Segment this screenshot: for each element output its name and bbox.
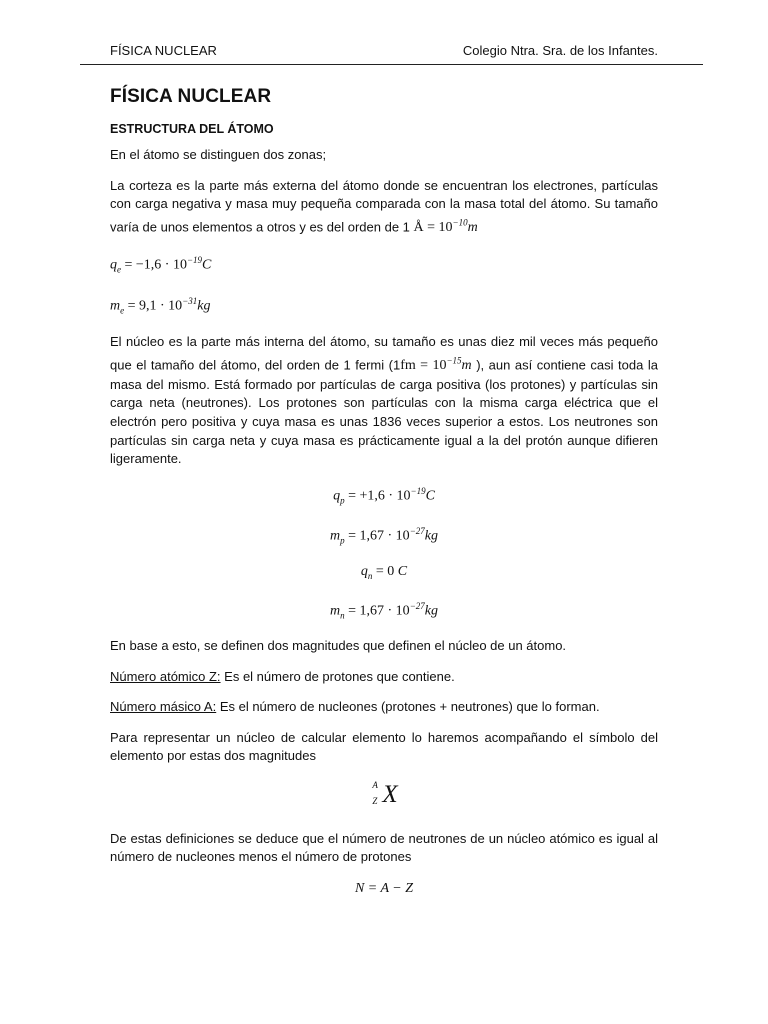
document-body (110, 86, 658, 910)
running-header (110, 43, 658, 58)
header-right: Colegio Ntra. Sra. de los Infantes. (462, 43, 658, 58)
mass-number-definition: Número másico A: Es el número de nucleones (protones + neutrones) que lo forman. (110, 699, 600, 715)
mass-number-term: Número másico A: (110, 699, 217, 715)
neutron-charge-equation: $q_n = 0$ C (360, 563, 408, 581)
corteza-text: La corteza es la parte más externa del átomo donde se encuentran los electrones, partículas con carga negativa y masa muy pequeña comparada con la masa total del átomo. Su tamaño varía de unos elementos a otros y es del orden de 1 (110, 177, 658, 235)
angstrom-equation: Å = $10^{-10}m$ (413, 217, 478, 236)
intro-paragraph: En el átomo se distinguen dos zonas; (110, 147, 327, 162)
atomic-number-subscript: Z (372, 795, 378, 806)
header-rule (80, 64, 703, 65)
page-title: FÍSICA NUCLEAR (110, 86, 272, 107)
atomic-number-definition: Número atómico Z: Es el número de protones que contiene. (110, 668, 455, 684)
mass-number-superscript: A (372, 779, 378, 790)
proton-mass-equation: $m_p = 1,67 \cdot 10^{-27}kg$ (330, 526, 438, 546)
header-left: FÍSICA NUCLEAR (110, 43, 217, 58)
nucleo-paragraph: El núcleo es la parte más interna del átomo, su tamaño es unas diez mil veces más pequeño que el tamaño del átomo, del orden de 1 fermi ($1fm = 10^{-15}m$ ), aun así contiene casi toda la masa del mismo. Está formado por partículas de carga positiva (los protones) y partículas sin carga neta (neutrones). Los protones son partículas con la misma carga eléctrica que el electrón pero positiva y cuya masa es unas 1836 veces superior a estos. Los neutrones son partículas sin carga neta y cuya masa es prácticamente igual a la del protón aunque difieren ligeramente. (110, 333, 658, 467)
represent-paragraph: Para representar un núcleo de calcular elemento lo haremos acompañando el símbolo del elemento por estas dos magnitudes (110, 729, 658, 764)
atomic-number-term: Número atómico Z: (110, 668, 221, 684)
proton-charge-equation: $q_p = +1,6 \cdot 10^{-19}C$ (333, 485, 435, 506)
neutron-mass-equation: $m_n = 1,67 \cdot 10^{-27}kg$ (330, 601, 438, 621)
corteza-paragraph (110, 177, 658, 238)
deduce-paragraph: De estas definiciones se deduce que el número de neutrones de un núcleo atómico es igual al número de nucleones menos el número de protones (110, 830, 658, 865)
base-paragraph: En base a esto, se definen dos magnitudes que definen el núcleo de un átomo. (110, 637, 567, 653)
fermi-equation: fm = $10^{-15}m$ (400, 355, 472, 374)
section-heading: ESTRUCTURA DEL ÁTOMO (110, 122, 274, 136)
nuclide-notation (110, 778, 658, 818)
neutron-number-formula: N = A − Z (354, 881, 414, 897)
element-symbol: X (382, 780, 398, 808)
electron-charge-equation: $q_e = -1,6 \cdot 10^{-19}C$ (110, 255, 212, 275)
electron-mass-equation: $m_e = 9,1 \cdot 10^{-31}kg$ (110, 296, 211, 316)
